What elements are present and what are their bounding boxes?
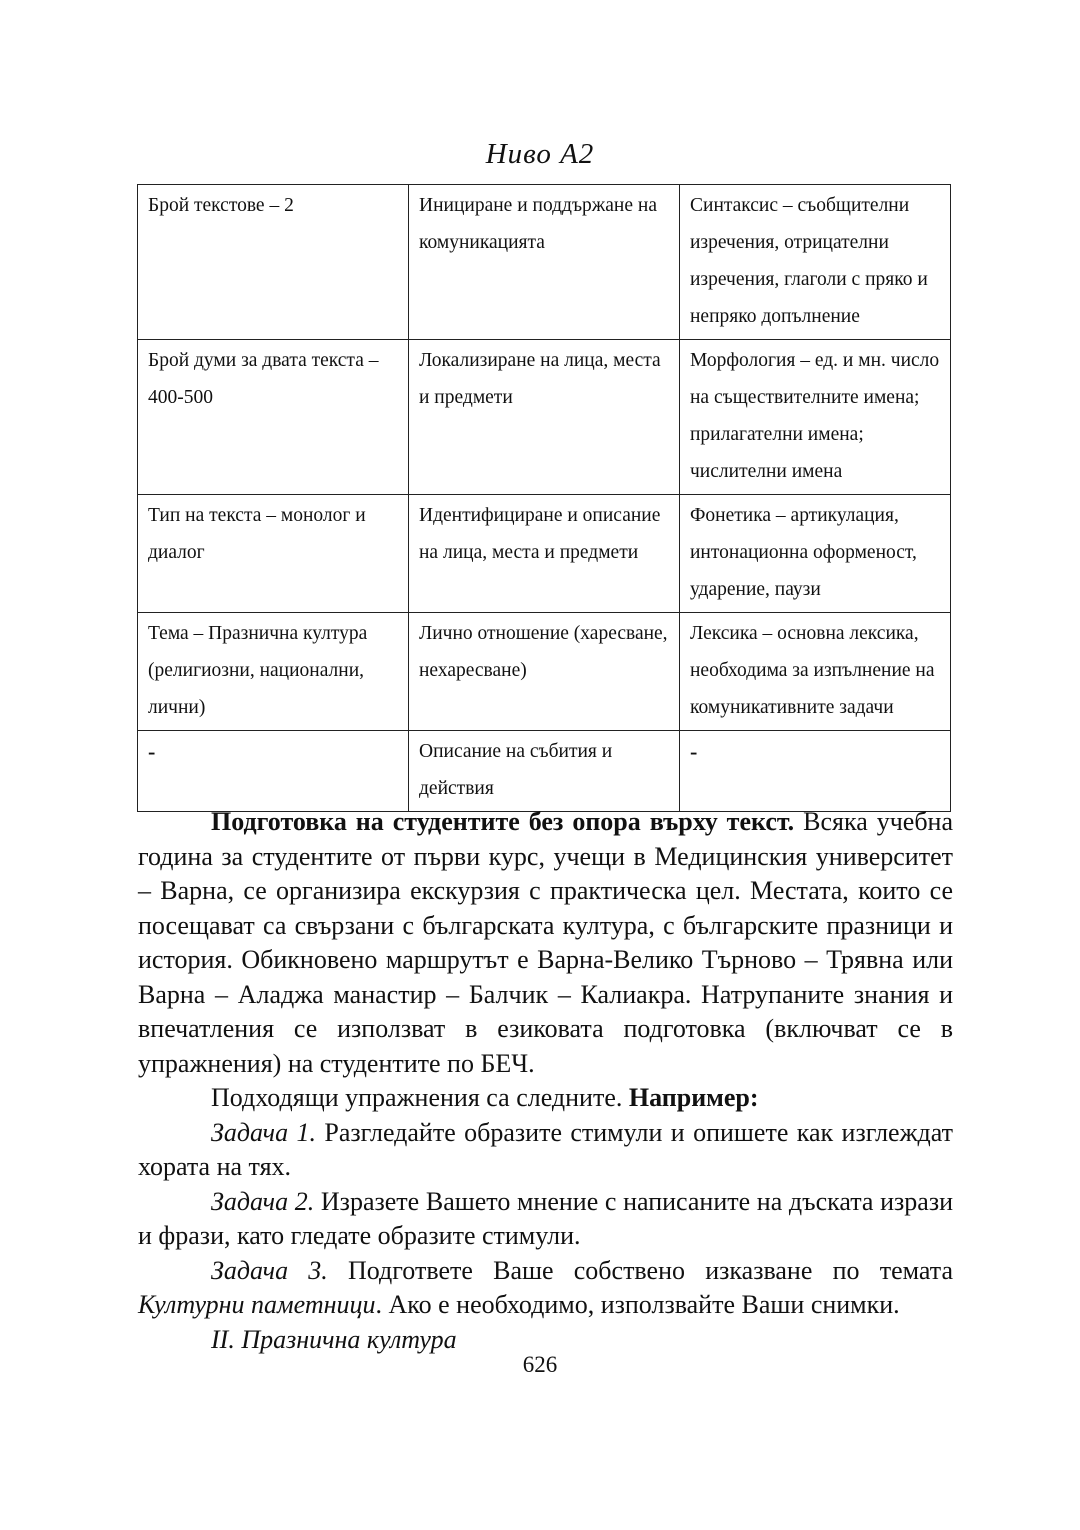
table-cell: Тип на текста – монолог и диалог xyxy=(138,495,409,613)
task-label: Задача 1. xyxy=(211,1117,316,1147)
table-cell: Описание на събития и действия xyxy=(409,731,680,812)
task-text: . Ако е необходимо, използвайте Ваши снимки. xyxy=(375,1290,900,1319)
page-number: 626 xyxy=(522,1352,558,1377)
table-cell: Лично отношение (харесване, нехаресване) xyxy=(409,613,680,731)
table-cell: Брой думи за двата текста – 400-500 xyxy=(138,340,409,495)
table-row xyxy=(138,613,951,731)
paragraph-exercises xyxy=(138,1081,953,1116)
table-cell: Лексика – основна лексика, необходима за изпълнение на комуникативните задачи xyxy=(680,613,951,731)
table-cell: Морфология – ед. и мн. число на съществителните имена; прилагателни имена; числителни имена xyxy=(680,340,951,495)
task-text: Подгответе Ваше собствено изказване по темата xyxy=(327,1255,954,1285)
task-text: Изразете Вашето мнение с написаните на дъската изрази и фрази, като гледате образите стимули. xyxy=(138,1186,954,1250)
paragraph-preparation xyxy=(138,805,953,1081)
body-text xyxy=(138,805,953,1357)
table-cell: Инициране и поддържане на комуникацията xyxy=(409,185,680,340)
paragraph-text: Подходящи упражнения са следните. xyxy=(211,1083,629,1112)
paragraph-bold-lead: Подготовка на студентите без опора върху текст. xyxy=(211,807,795,836)
paragraph-text: Всяка учебна година за студентите от първи курс, учещи в Медицинския университет – Варна, се организира екскурзия с практическа цел. Местата, които се посещават са свързани с българската култура, с българските празници и история. Обикновено маршрутът е Варна-Велико Търново – Трявна или Варна – Аладжа манастир – Балчик – Калиакра. Натрупаните знания и впечатления се използват в езиковата подготовка (включват се в упражнения) на студентите по БЕЧ. xyxy=(138,807,953,1078)
table-cell: Синтаксис – съобщителни изречения, отрицателни изречения, глаголи с пряко и непряко допълнение xyxy=(680,185,951,340)
table-cell: - xyxy=(680,731,951,812)
section-heading-text: II. Празнична култура xyxy=(211,1324,457,1354)
table-cell: Фонетика – артикулация, интонационна оформеност, ударение, паузи xyxy=(680,495,951,613)
table-cell: Тема – Празнична култура (религиозни, национални, лични) xyxy=(138,613,409,731)
task-label: Задача 3. xyxy=(211,1255,328,1285)
level-requirements-table xyxy=(137,184,951,812)
task-1 xyxy=(138,1116,953,1185)
table-cell: Локализиране на лица, места и предмети xyxy=(409,340,680,495)
table-cell: - xyxy=(138,731,409,812)
table-cell: Идентифициране и описание на лица, места и предмети xyxy=(409,495,680,613)
task-3 xyxy=(138,1254,953,1323)
task-2 xyxy=(138,1185,953,1254)
task-label: Задача 2. xyxy=(211,1186,315,1216)
level-title: Ниво А2 xyxy=(485,138,595,170)
task-topic: Културни паметници xyxy=(138,1290,376,1319)
table-row xyxy=(138,185,951,340)
task-text: Разгледайте образите стимули и опишете как изглеждат хората на тях. xyxy=(138,1117,953,1181)
table-row xyxy=(138,340,951,495)
table-row xyxy=(138,495,951,613)
example-label: Например: xyxy=(628,1083,759,1112)
table-cell: Брой текстове – 2 xyxy=(138,185,409,340)
table-row xyxy=(138,731,951,812)
